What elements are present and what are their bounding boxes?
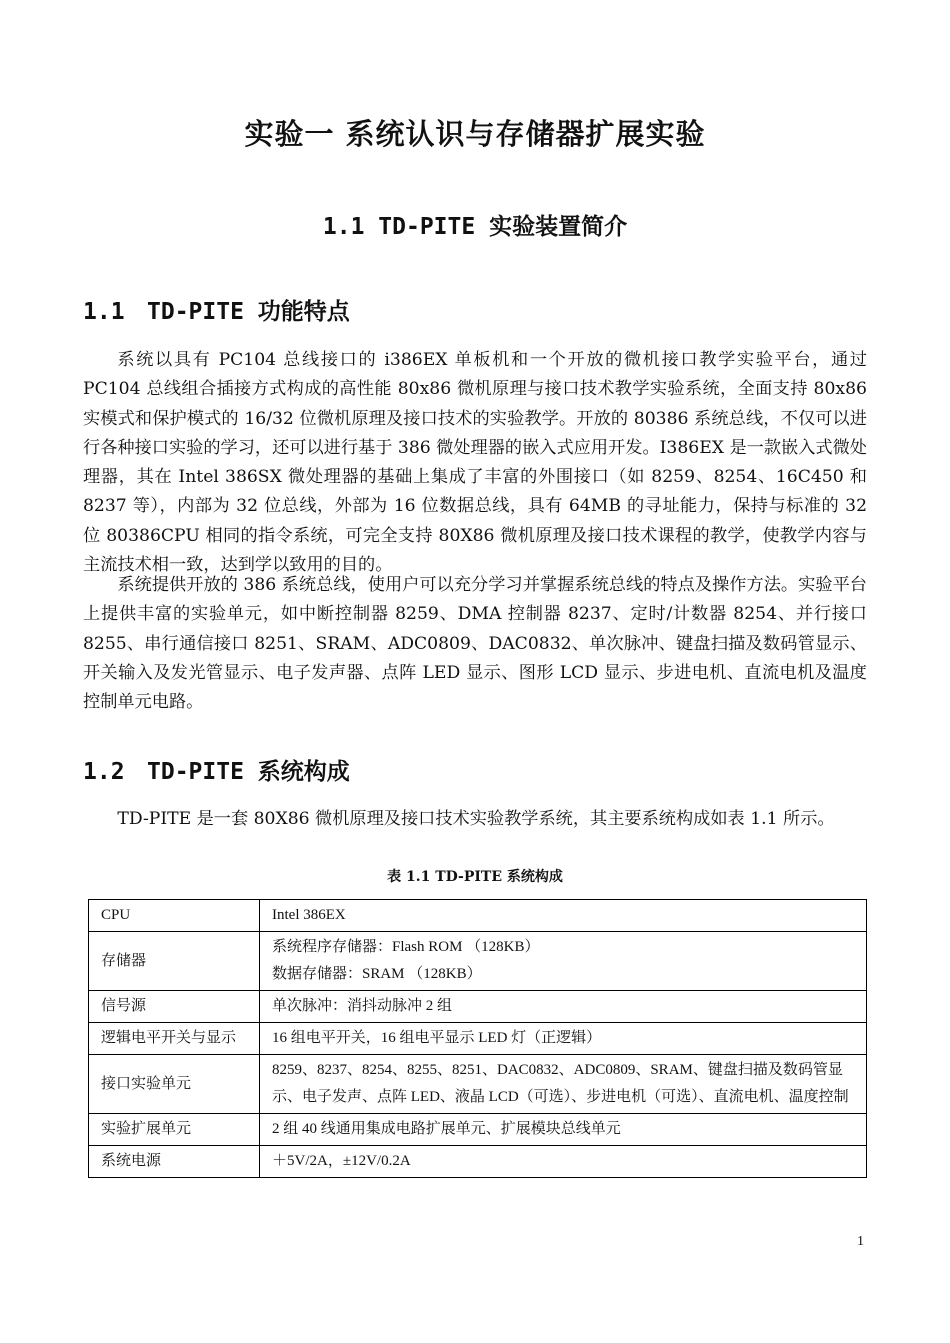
system-composition-table <box>88 899 867 1178</box>
page-number: 1 <box>857 1234 864 1249</box>
table-key-cell: 存储器 <box>89 932 260 991</box>
table-value-cell <box>260 900 867 932</box>
table-key-cell: 系统电源 <box>89 1146 260 1178</box>
section-title: 1.1 TD-PITE 实验装置简介 <box>322 214 628 240</box>
table-value-cell <box>260 1023 867 1055</box>
table-value-line: 16 组电平开关，16 组电平显示 LED 灯（正逻辑） <box>272 1030 602 1046</box>
table-caption: 表 1.1 TD-PITE 系统构成 <box>387 869 563 885</box>
table-key-cell: 接口实验单元 <box>89 1055 260 1114</box>
table-key-cell: 信号源 <box>89 991 260 1023</box>
table-key-cell: 实验扩展单元 <box>89 1114 260 1146</box>
heading-number: 1.2 <box>83 759 125 785</box>
table-value-line: Intel 386EX <box>272 907 346 923</box>
table-row <box>89 1146 867 1178</box>
heading-number: 1.1 <box>83 299 125 325</box>
table-row <box>89 900 867 932</box>
table-value-cell <box>260 1146 867 1178</box>
table-key-cell: CPU <box>89 900 260 932</box>
heading-features <box>83 293 350 326</box>
table-value-line: 系统程序存储器：Flash ROM （128KB） <box>272 939 540 955</box>
table-row <box>89 1023 867 1055</box>
paragraph-composition: TD-PITE 是一套 80X86 微机原理及接口技术实验教学系统，其主要系统构成如表 1.1 所示。 <box>117 809 835 829</box>
heading-text: TD-PITE 系统构成 <box>147 759 350 785</box>
table-value-cell <box>260 1114 867 1146</box>
table-row <box>89 1114 867 1146</box>
paragraph-features-1: 系统以具有 PC104 总线接口的 i386EX 单板机和一个开放的微机接口教学实验平台，通过 PC104 总线组合插接方式构成的高性能 80x86 微机原理与接口技术教学实验系统，全面支持 80x86 实模式和保护模式的 16/32 位微机原理及接口技术的实验教学。开放的 80386 系统总线，不仅可以进行各种接口实验的学习，还可以进行基于 386 微处理器的嵌入式应用开发。I386EX 是一款嵌入式微处理器，其在 Intel 386SX 微处理器的基础上集成了丰富的外围接口（如 8259、8254、16C450 和 8237 等），内部为 32 位总线，外部为 16 位数据总线，具有 64MB 的寻址能力，保持与标准的 32 位 80386CPU 相同的指令系统，可完全支持 80X86 微机原理及接口技术课程的教学，使教学内容与主流技术相一致，达到学以致用的目的。 <box>83 350 867 576</box>
paragraph-features-2: 系统提供开放的 386 系统总线，使用户可以充分学习并掌握系统总线的特点及操作方法。实验平台上提供丰富的实验单元，如中断控制器 8259、DMA 控制器 8237、定时/计数器 8254、并行接口 8255、串行通信接口 8251、SRAM、ADC0809、DAC0832、单次脉冲、键盘扫描及数码管显示、开关输入及发光管显示、电子发声器、点阵 LED 显示、图形 LCD 显示、步进电机、直流电机及温度控制单元电路。 <box>83 575 867 713</box>
chapter-title: 实验一 系统认识与存储器扩展实验 <box>244 117 706 151</box>
table-key-cell: 逻辑电平开关与显示 <box>89 1023 260 1055</box>
table-row <box>89 932 867 991</box>
table-value-line: 2 组 40 线通用集成电路扩展单元、扩展模块总线单元 <box>272 1121 621 1137</box>
heading-text: TD-PITE 功能特点 <box>147 299 350 325</box>
table-value-line: 8259、8237、8254、8255、8251、DAC0832、ADC0809、SRAM、键盘扫描及数码管显示、电子发声、点阵 LED、液晶 LCD（可选）、步进电机（可选）、直流电机、温度控制 <box>272 1062 849 1105</box>
table-value-cell <box>260 932 867 991</box>
heading-composition <box>83 753 350 786</box>
table-value-cell <box>260 991 867 1023</box>
table-value-line: 单次脉冲：消抖动脉冲 2 组 <box>272 998 453 1014</box>
table-value-line: 数据存储器：SRAM （128KB） <box>272 966 482 982</box>
table-value-cell <box>260 1055 867 1114</box>
table-row <box>89 991 867 1023</box>
table-row <box>89 1055 867 1114</box>
table-value-line: ＋5V/2A，±12V/0.2A <box>272 1153 411 1169</box>
